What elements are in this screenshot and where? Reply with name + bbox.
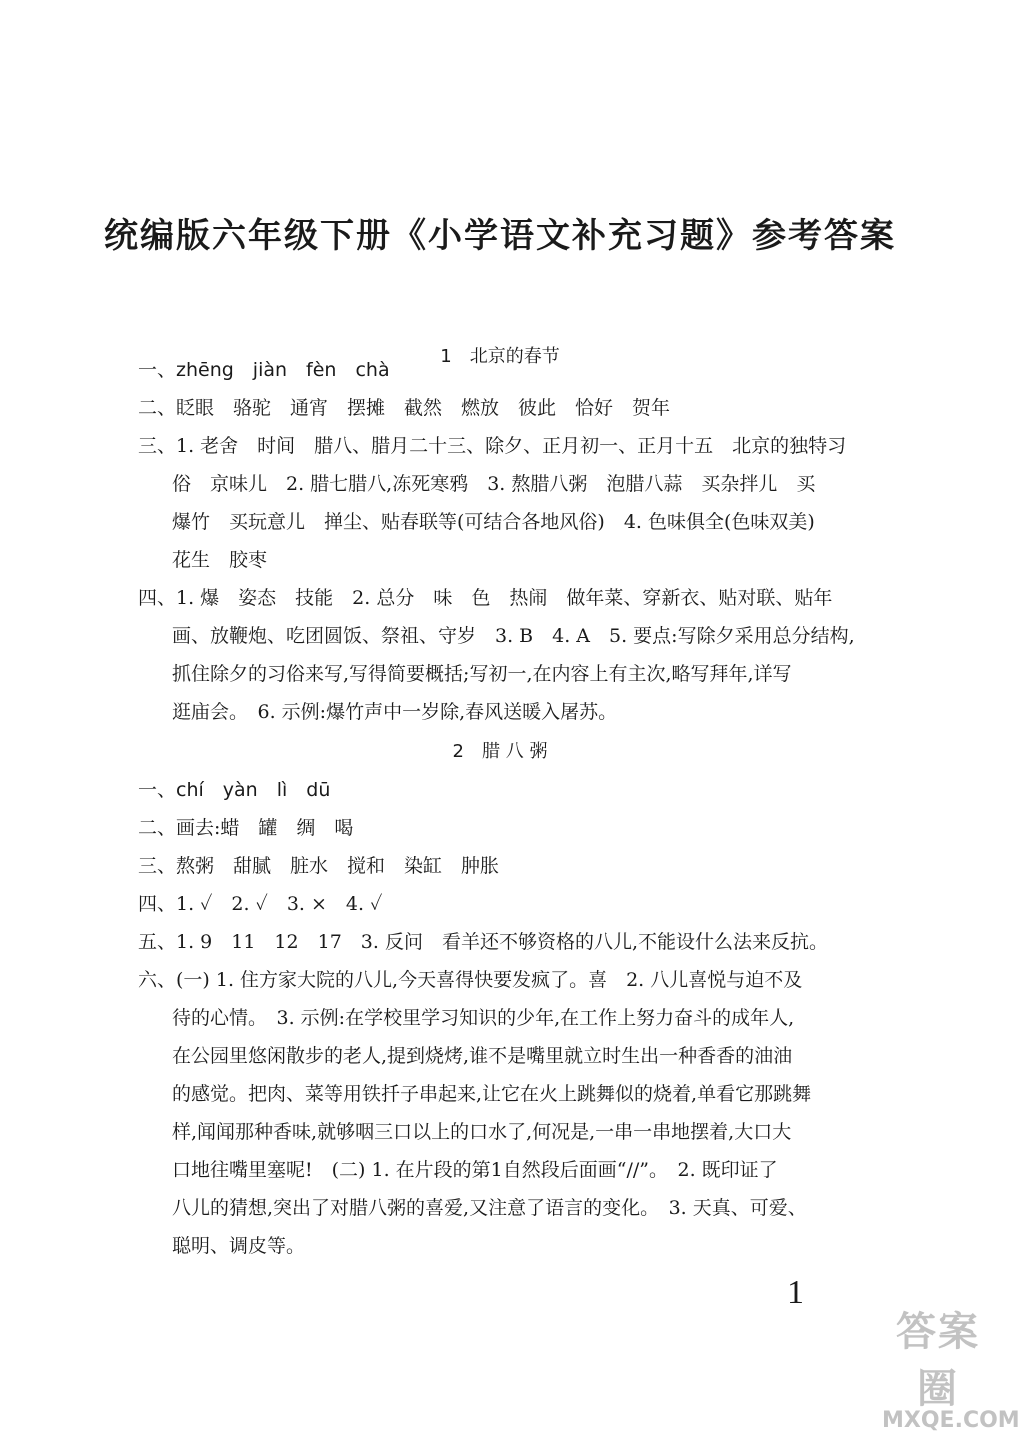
l2-q6-cont2: 在公园里悠闲散步的老人,提到烧烤,谁不是嘴里就立时生出一种香香的油油 [172, 1045, 793, 1067]
page-title: 统编版六年级下册《小学语文补充习题》参考答案 [104, 216, 896, 256]
l2-q6-cont5: 口地往嘴里塞呢! (二) 1. 在片段的第1自然段后面画“//”。 2. 既印证了 [172, 1159, 778, 1181]
lesson-2-heading: 2 腊 八 粥 [452, 741, 548, 762]
watermark-url: MXQE.COM [882, 1408, 1020, 1433]
l2-q3: 三、熬粥 甜腻 脏水 搅和 染缸 肿胀 [138, 855, 500, 877]
l2-q6-cont4: 样,闻闻那种香味,就够咽三口以上的口水了,何况是,一串一串地摆着,大口大 [172, 1121, 792, 1143]
l2-q6-cont1: 待的心情。 3. 示例:在学校里学习知识的少年,在工作上努力奋斗的成年人, [172, 1007, 795, 1029]
l2-q5: 五、1. 9 11 12 17 3. 反问 看羊还不够资格的八儿,不能设什么法来反抗。 [138, 931, 828, 953]
l2-q6-cont6: 八儿的猜想,突出了对腊八粥的喜爱,又注意了语言的变化。 3. 天真、可爱、 [172, 1197, 807, 1219]
l1-q4: 四、1. 爆 姿态 技能 2. 总分 味 色 热闹 做年菜、穿新衣、贴对联、贴年 [138, 587, 833, 609]
l1-q3-cont3: 花生 胶枣 [172, 549, 268, 571]
lesson-1-heading: 1 北京的春节 [440, 346, 560, 367]
page-number: 1 [787, 1274, 804, 1311]
l1-q1: 一、zhēng jiàn fèn chà [138, 359, 390, 381]
l1-q3: 三、1. 老舍 时间 腊八、腊月二十三、除夕、正月初一、正月十五 北京的独特习 [138, 435, 847, 457]
watermark-logo [882, 1300, 1020, 1433]
l1-q4-cont3: 逛庙会。 6. 示例:爆竹声中一岁除,春风送暖入屠苏。 [172, 701, 618, 723]
l1-q4-cont1: 画、放鞭炮、吃团圆饭、祭祖、守岁 3. B 4. A 5. 要点:写除夕采用总分结构, [172, 625, 855, 647]
l1-q3-cont2: 爆竹 买玩意儿 掸尘、贴春联等(可结合各地风俗) 4. 色味俱全(色味双美) [172, 511, 815, 533]
l2-q6-cont7: 聪明、调皮等。 [172, 1235, 306, 1257]
l2-q4: 四、1. ✓ 2. ✓ 3. × 4. ✓ [138, 893, 383, 915]
watermark-text: 答案圈 [896, 1309, 980, 1412]
l1-q3-cont1: 俗 京味儿 2. 腊七腊八,冻死寒鸦 3. 熬腊八粥 泡腊八蒜 买杂拌儿 买 [172, 473, 816, 495]
l2-q6-cont3: 的感觉。把肉、菜等用铁扦子串起来,让它在火上跳舞似的烧着,单看它那跳舞 [172, 1083, 812, 1105]
l2-q1: 一、chí yàn lì dū [138, 779, 331, 801]
l2-q2: 二、画去:蜡 罐 绸 喝 [138, 817, 354, 839]
l1-q4-cont2: 抓住除夕的习俗来写,写得简要概括;写初一,在内容上有主次,略写拜年,详写 [172, 663, 792, 685]
l2-q6: 六、(一) 1. 住方家大院的八儿,今天喜得快要发疯了。喜 2. 八儿喜悦与迫不及 [138, 969, 803, 991]
l1-q2: 二、眨眼 骆驼 通宵 摆摊 截然 燃放 彼此 恰好 贺年 [138, 397, 671, 419]
